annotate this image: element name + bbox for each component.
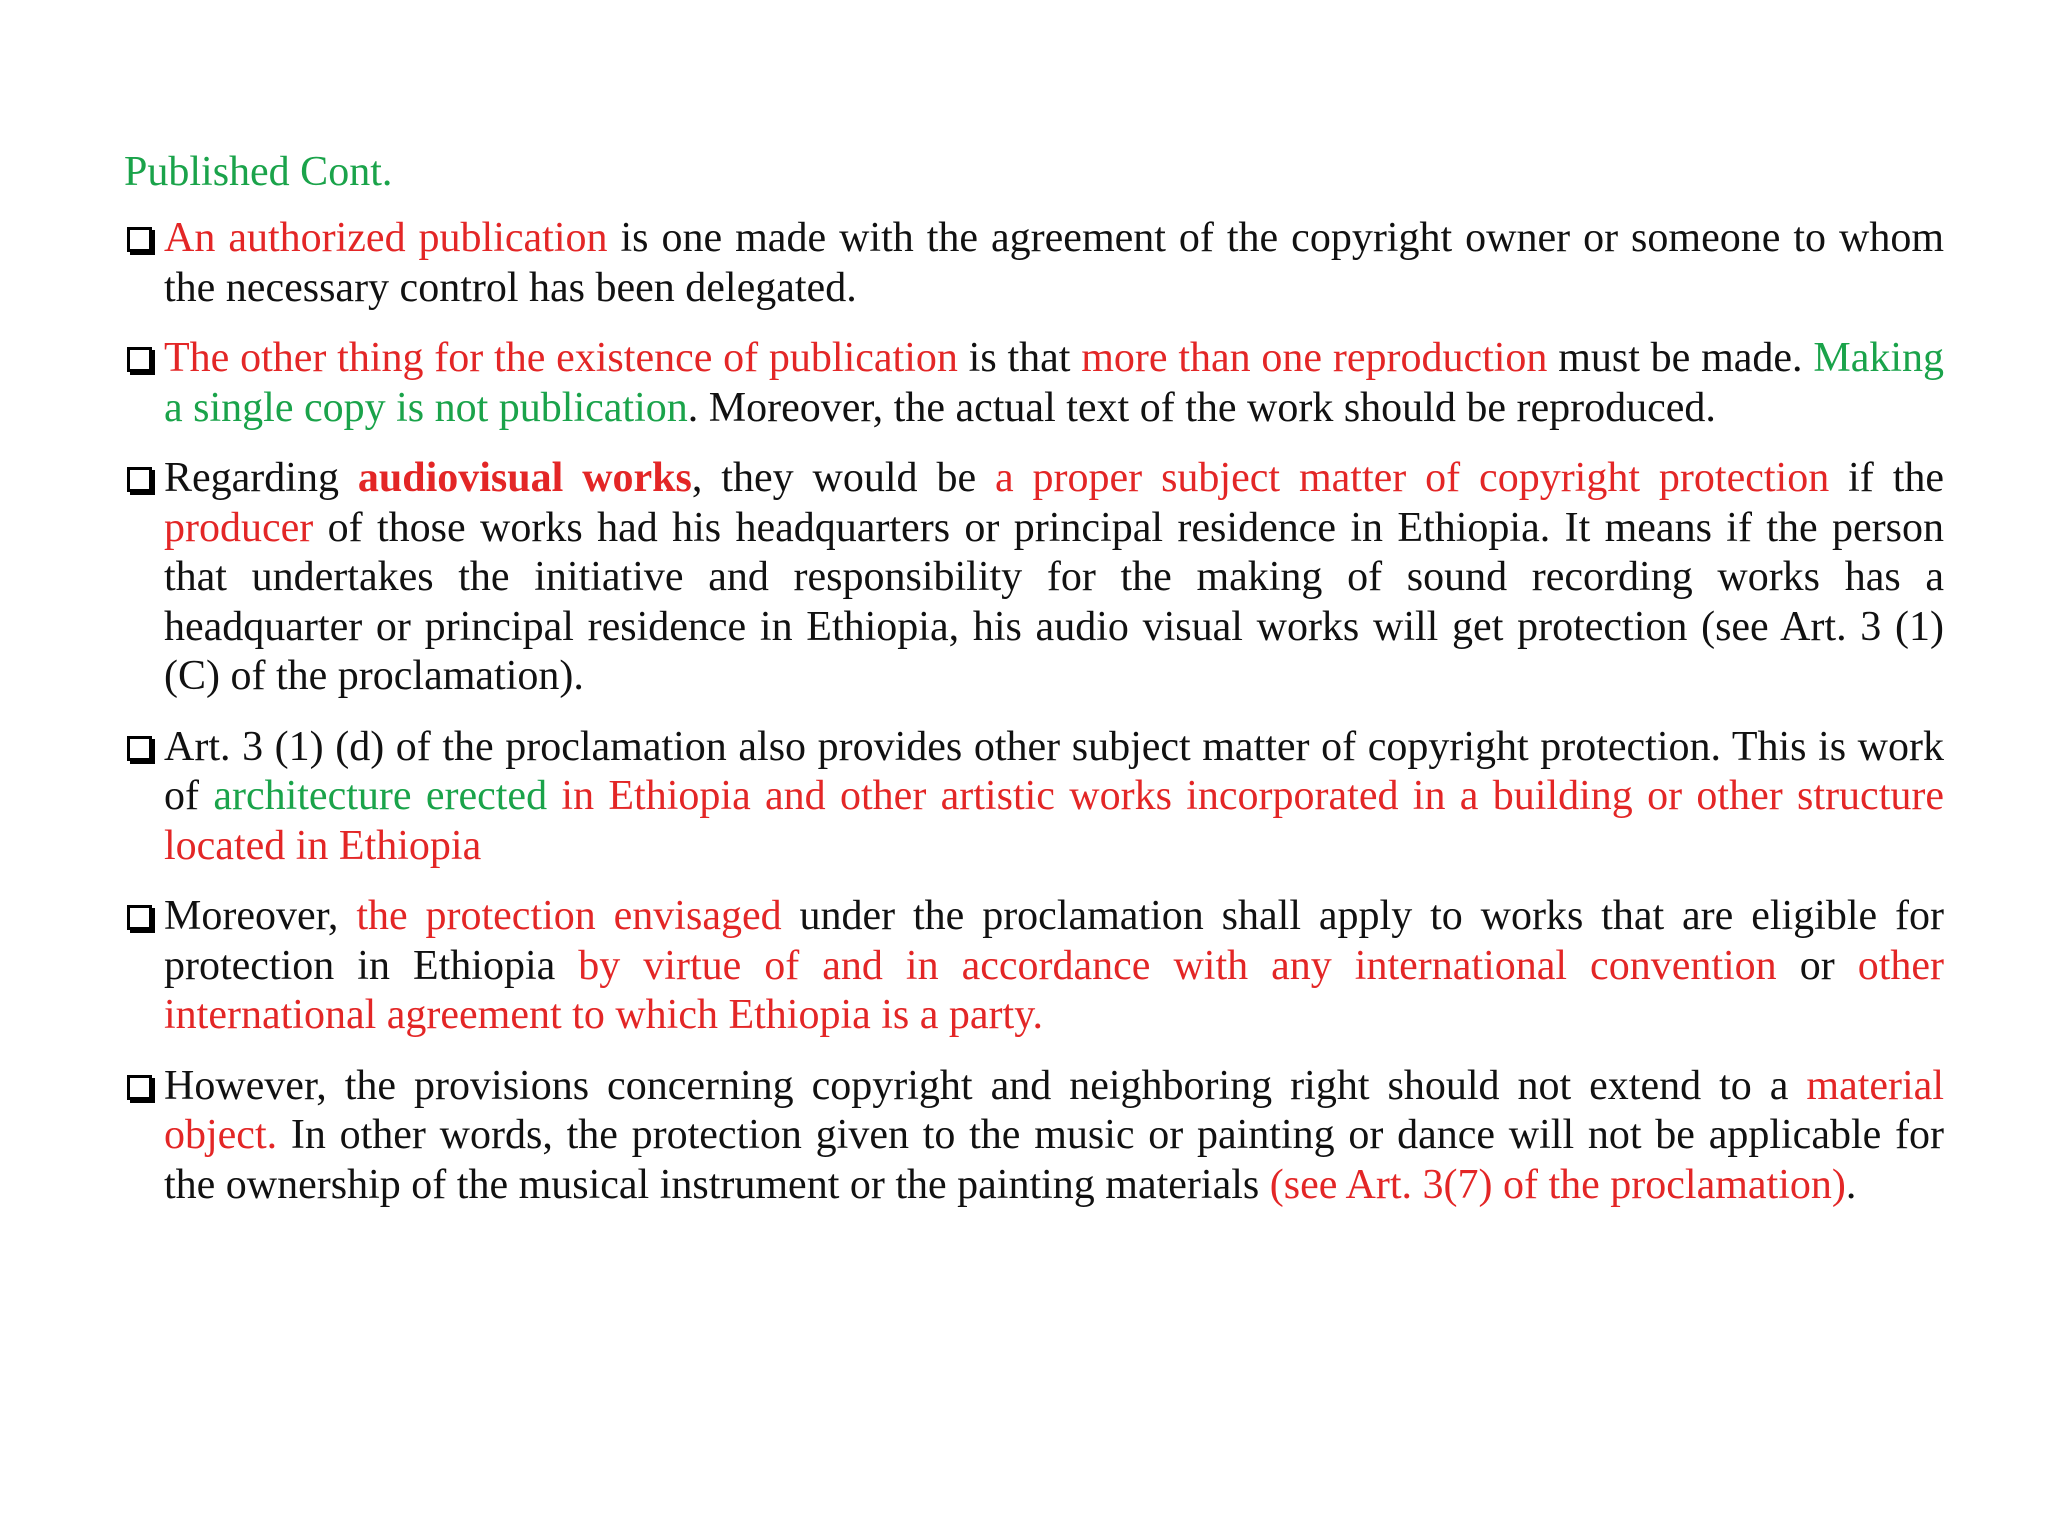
bullet-text-segment: or xyxy=(1776,942,1858,989)
bullet-text-segment: by virtue of and in accordance with any international convention xyxy=(578,942,1777,989)
bullet-text-segment: Art. 3 (1) (d) of the proclamation also provides other subject matter of copyright protection. This is work of xyxy=(164,723,1944,819)
bullet-text-segment: is that xyxy=(957,335,1082,381)
bullet-text-segment: if the xyxy=(1829,455,1945,501)
bullet-text-segment: the protection envisaged xyxy=(356,893,782,939)
bullet-item xyxy=(124,334,1944,433)
checkbox-bullet-icon xyxy=(127,347,152,372)
bullet-text-segment: . Moreover, the actual text of the work should be reproduced. xyxy=(687,384,1716,431)
bullet-text-segment: . xyxy=(1845,1161,1857,1208)
bullet-item xyxy=(124,892,1944,1041)
bullet-text-segment: other international agreement to which Ethiopia is a party. xyxy=(164,942,1944,1038)
bullet-text-segment: Making a single copy is not publication xyxy=(164,335,1944,431)
bullet-list xyxy=(124,214,1944,1231)
bullet-text-segment: in Ethiopia and other artistic works incorporated in a building or other structure located in Ethiopia xyxy=(164,773,1944,869)
bullet-item xyxy=(124,454,1944,702)
bullet-text-segment: The other thing for the existence of publication xyxy=(164,335,958,381)
bullet-item xyxy=(124,723,1944,872)
bullet-text-segment: is one made with the agreement of the copyright owner or someone to whom the necessary control has been delegated. xyxy=(164,215,1944,311)
bullet-text-segment: producer xyxy=(164,504,314,551)
bullet-text-segment: In other words, the protection given to the music or painting or dance will not be applicable for the ownership of the musical instrument or the painting materials xyxy=(164,1112,1944,1208)
bullet-text-segment: architecture erected xyxy=(213,773,548,819)
slide-heading: Published Cont. xyxy=(124,149,393,195)
checkbox-bullet-icon xyxy=(127,736,152,761)
bullet-item xyxy=(124,214,1944,313)
bullet-text-segment: However, the provisions concerning copyright and neighboring right should not extend to a xyxy=(164,1062,1807,1109)
checkbox-bullet-icon xyxy=(127,227,152,252)
checkbox-bullet-icon xyxy=(127,905,152,930)
bullet-text-segment: must be made. xyxy=(1547,335,1814,381)
bullet-text-segment: Regarding xyxy=(164,455,358,501)
bullet-text-segment: more than one reproduction xyxy=(1081,335,1548,381)
checkbox-bullet-icon xyxy=(127,1075,152,1100)
bullet-text-segment: An authorized publication xyxy=(164,215,608,261)
bullet-text-segment: (see Art. 3(7) of the proclamation) xyxy=(1269,1161,1846,1208)
bullet-text-segment: a proper subject matter of copyright protection xyxy=(995,455,1830,501)
bullet-text-segment: material object. xyxy=(164,1062,1944,1158)
bullet-text-segment: , they would be xyxy=(691,455,995,501)
bullet-text-segment: audiovisual works xyxy=(357,455,692,501)
bullet-text-segment: under the proclamation shall apply to works that are eligible for protection in Ethiopia xyxy=(164,893,1945,989)
bullet-item xyxy=(124,1062,1944,1211)
checkbox-bullet-icon xyxy=(127,467,152,492)
bullet-text-segment: of those works had his headquarters or principal residence in Ethiopia. It means if the person that undertakes the initiative and responsibility for the making of sound recording works has a headquarter or principal residence in Ethiopia, his audio visual works will get protection (see Art. 3 (1) (C) of the proclamation). xyxy=(164,504,1944,699)
bullet-text-segment: Moreover, xyxy=(164,893,357,939)
